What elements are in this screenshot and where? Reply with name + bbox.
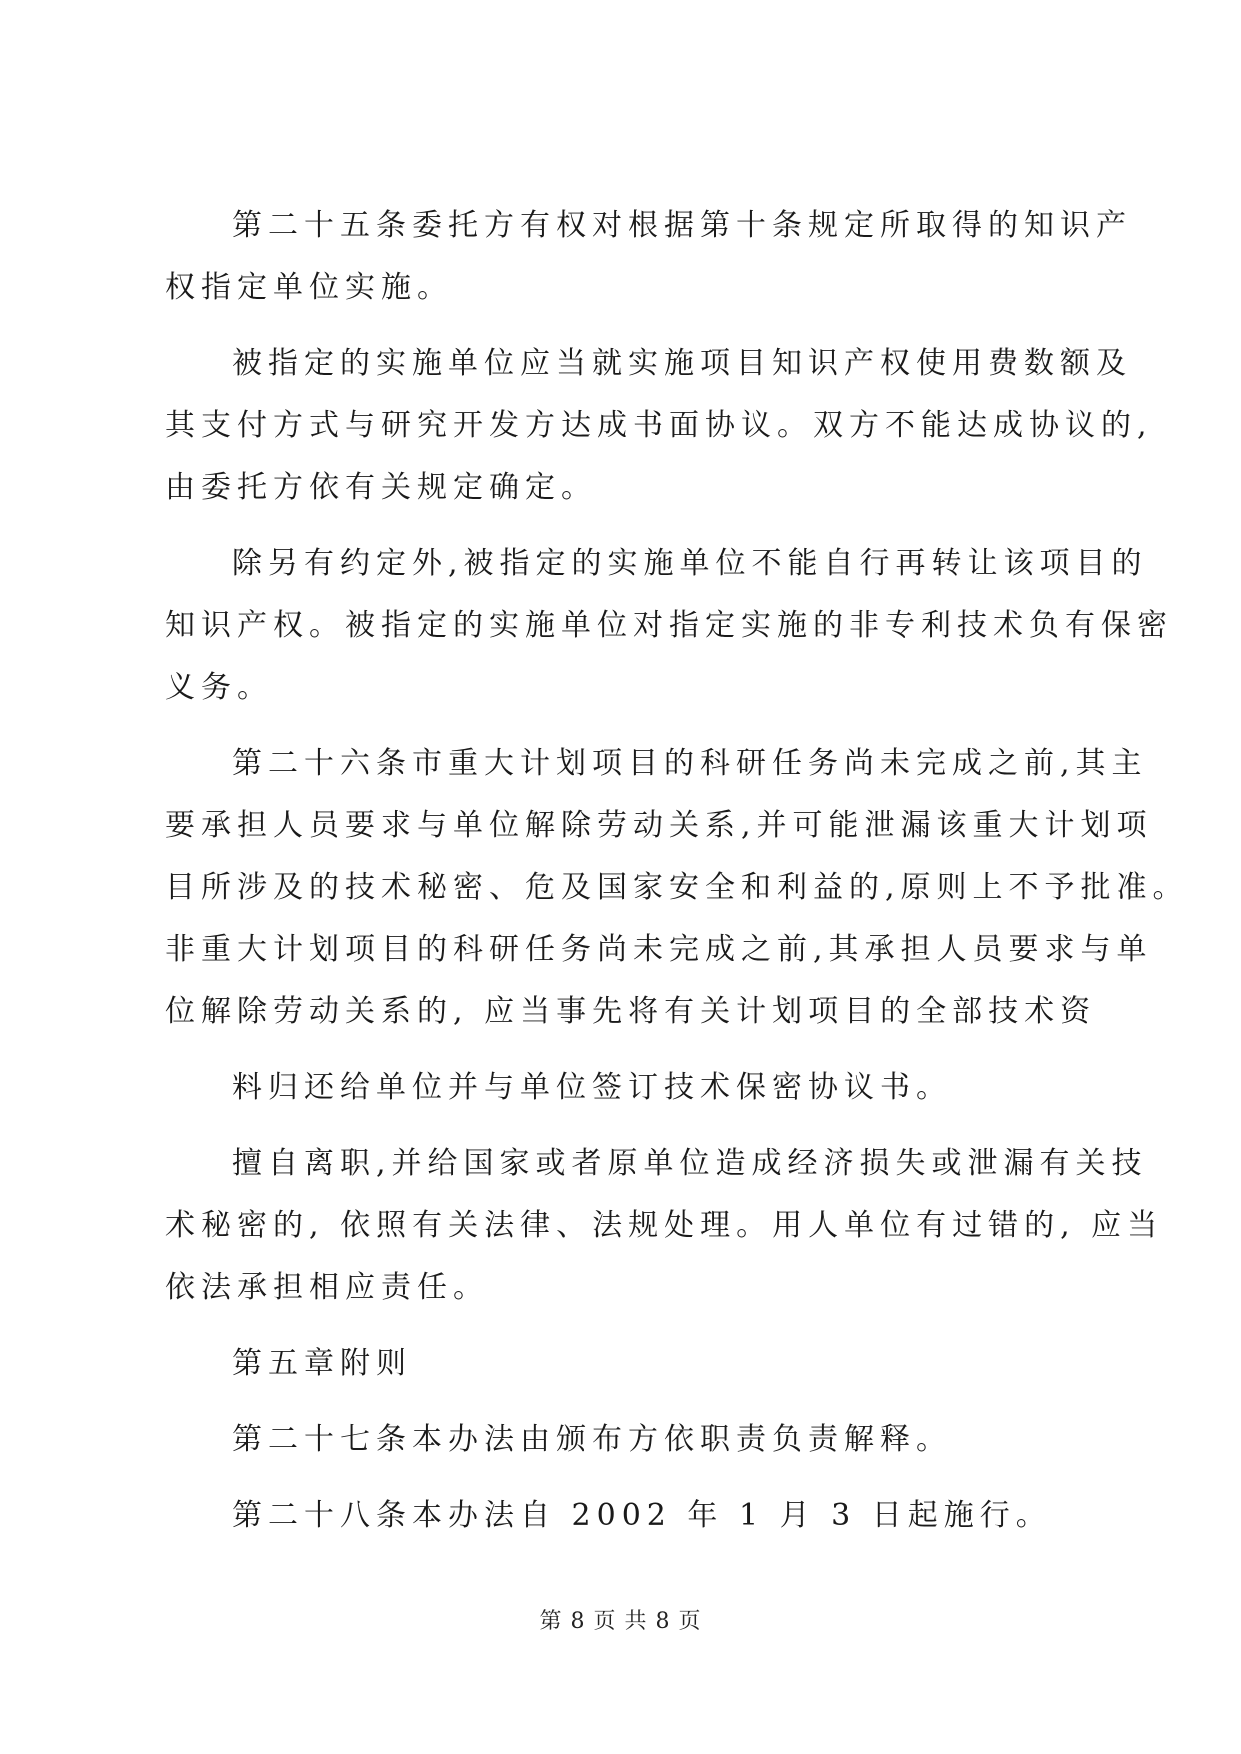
page-number-footer: 第 8 页 共 8 页 [539,1609,702,1634]
chapter-heading: 第五章附则 [232,1346,412,1381]
text-line: 权指定单位实施。 [165,270,453,305]
text-line: 位解除劳动关系的, 应当事先将有关计划项目的全部技术资 [165,994,1097,1029]
text-line: 第二十八条本办法自 2002 年 1 月 3 日起施行。 [232,1498,1052,1533]
text-line: 依法承担相应责任。 [165,1270,489,1305]
text-line: 由委托方依有关规定确定。 [165,470,597,505]
text-line: 第二十六条市重大计划项目的科研任务尚未完成之前,其主 [232,746,1148,781]
text-line: 术秘密的, 依照有关法律、法规处理。用人单位有过错的, 应当 [165,1208,1164,1243]
text-line: 料归还给单位并与单位签订技术保密协议书。 [232,1070,952,1105]
text-line: 其支付方式与研究开发方达成书面协议。双方不能达成协议的, [165,408,1153,443]
text-line: 被指定的实施单位应当就实施项目知识产权使用费数额及 [232,346,1132,381]
text-line: 第二十五条委托方有权对根据第十条规定所取得的知识产 [232,208,1132,243]
text-line: 非重大计划项目的科研任务尚未完成之前,其承担人员要求与单 [165,932,1153,967]
text-line: 义务。 [165,670,273,705]
text-line: 知识产权。被指定的实施单位对指定实施的非专利技术负有保密 [165,608,1173,643]
text-line: 第二十七条本办法由颁布方依职责负责解释。 [232,1422,952,1457]
text-line: 要承担人员要求与单位解除劳动关系,并可能泄漏该重大计划项 [165,808,1153,843]
text-line: 擅自离职,并给国家或者原单位造成经济损失或泄漏有关技 [232,1146,1148,1181]
text-line: 目所涉及的技术秘密、危及国家安全和利益的,原则上不予批准。 [165,870,1189,905]
text-line: 除另有约定外,被指定的实施单位不能自行再转让该项目的 [232,546,1148,581]
